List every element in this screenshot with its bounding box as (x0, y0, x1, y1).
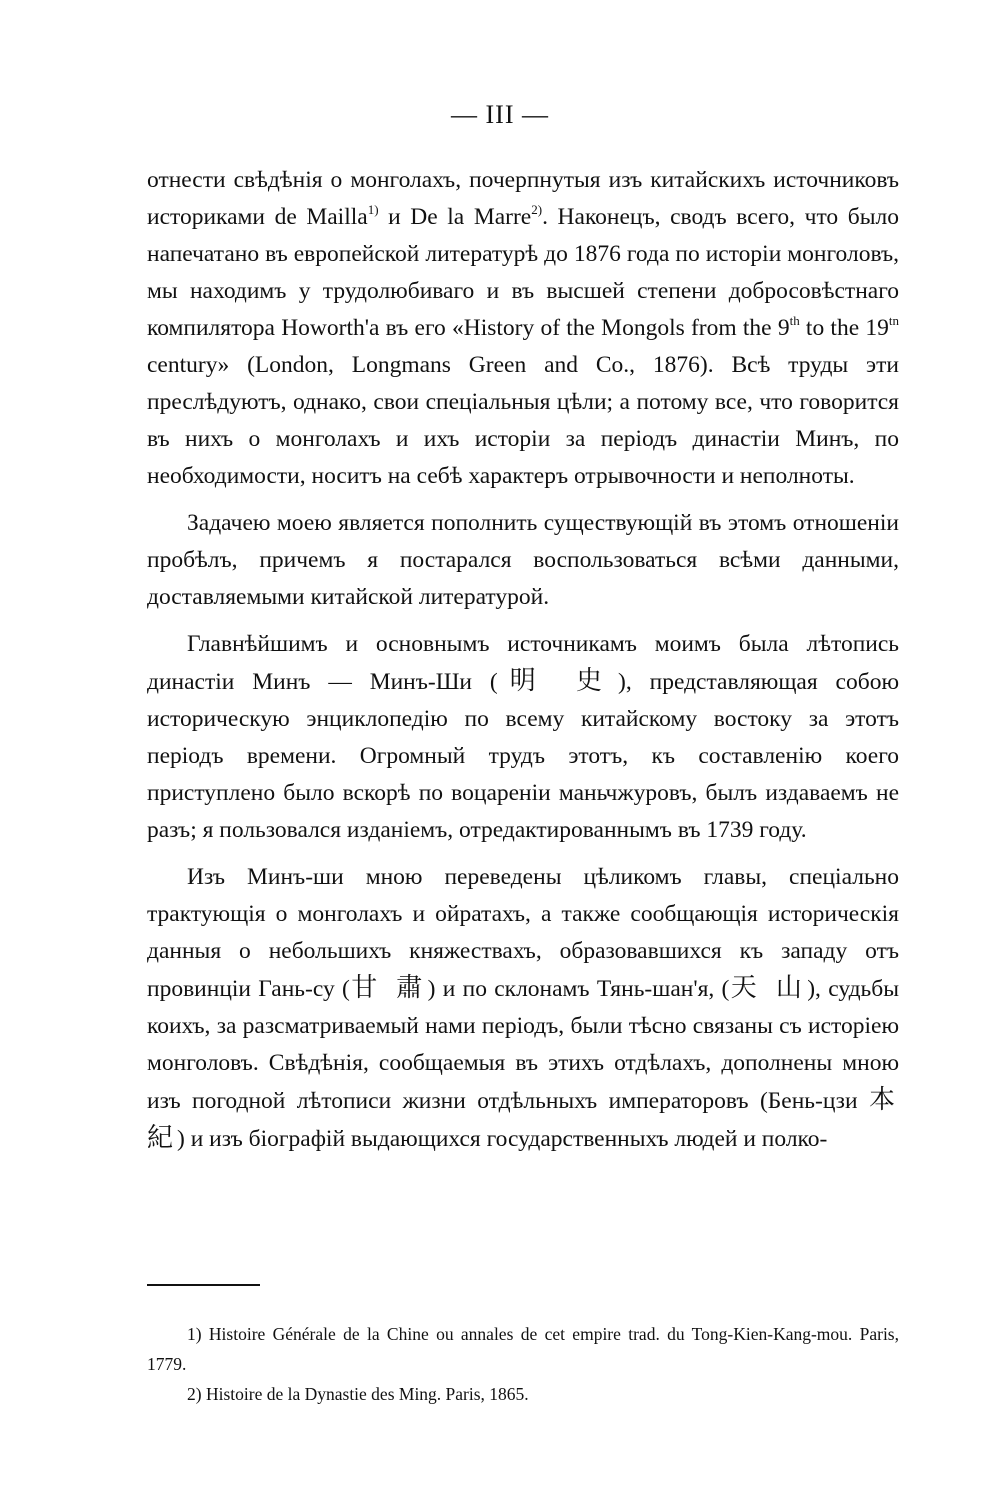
footnote-divider (147, 1284, 260, 1286)
superscript-tn: tn (888, 313, 899, 328)
paragraph-2: Задачею моею является пополнить существующій въ этомъ отношеніи пробѣлъ, причемъ я постарался воспользоваться всѣми данными, доставляемыми китайской литературой. (147, 510, 899, 610)
chinese-characters-benji: 本 紀 (147, 1085, 899, 1153)
footnote-ref-2: 2) (531, 202, 543, 217)
footnote-ref-1: 1) (367, 202, 379, 217)
footnote-1: 1) Histoire Générale de la Chine ou annales de cet empire trad. du Tong-Kien-Kang-mou. Paris, 1779. (147, 1324, 899, 1374)
superscript-th: th (789, 313, 800, 328)
paragraph-1: отнести свѣдѣнія о монголахъ, почерпнутыя изъ китайскихъ источниковъ историками de Mailla$^{1)}$ и De la Marre$^{2)}$. Наконецъ, сводъ всего, что было напечатано въ европейской литературѣ до 1876 года по исторіи монголовъ, мы находимъ у трудолюбиваго и въ высшей степени добросовѣстнаго компилятора Howorth'a въ его «History of the Mongols from the 9th to the $19^{tn}$ century» (London, Longmans Green and Co., 1876). Всѣ труды эти преслѣдуютъ, однако, свои спеціальныя цѣли; а потому все, что говорится въ нихъ о монголахъ и ихъ исторіи за періодъ династіи Минъ, по необходимости, носитъ на себѣ характеръ отрывочности и неполноты. (147, 167, 899, 489)
chinese-characters-gansu: 甘 肅 (349, 973, 428, 1003)
chinese-characters-ming-shi: 明 史 (497, 666, 619, 696)
main-text (147, 162, 899, 1158)
footnotes (147, 1319, 899, 1409)
paragraph-3: Главнѣйшимъ и основнымъ источникамъ моимъ была лѣтопись династіи Минъ — Минъ-Ши (明 史), представляющая собою историческую энциклопедію по всему китайскому востоку за этотъ періодъ времени. Огромный трудъ этотъ, къ составленію коего приступлено было вскорѣ по воцареніи маньчжуровъ, былъ издаваемъ не разъ; я пользовался изданіемъ, отредактированнымъ въ 1739 году. (147, 631, 899, 843)
paragraph-4: Изъ Минъ-ши мною переведены цѣликомъ главы, спеціально трактующія о монголахъ и ойратахъ, а также сообщающія историческія данныя о небольшихъ княжествахъ, образовавшихся къ западу отъ провинціи Гань-су (甘 肅) и по склонамъ Тянь-шан'я, (天 山), судьбы коихъ, за разсматриваемый нами періодъ, были тѣсно связаны съ исторіею монголовъ. Свѣдѣнія, сообщаемыя въ этихъ отдѣлахъ, дополнены мною изъ погодной лѣтописи жизни отдѣльныхъ императоровъ (Бень-цзи 本 紀) и изъ біографій выдающихся государственныхъ людей и полко- (147, 864, 900, 1153)
chinese-characters-tianshan: 天 山 (729, 973, 808, 1003)
page-number: — III — (451, 100, 549, 129)
footnote-2: 2) Histoire de la Dynastie des Ming. Paris, 1865. (187, 1384, 529, 1404)
